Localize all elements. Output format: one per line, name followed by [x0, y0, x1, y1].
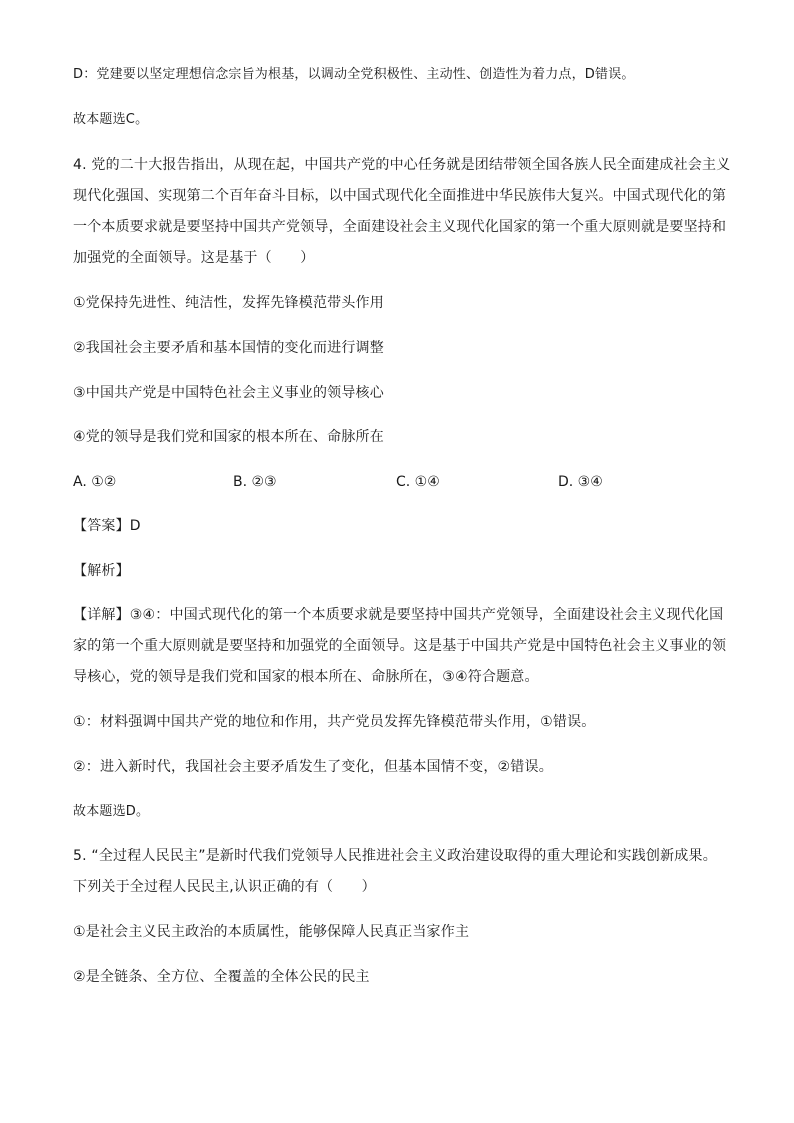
statement-2: ②是全链条、全方位、全覆盖的全体公民的民主	[73, 969, 370, 985]
statement-1: ①是社会主义民主政治的本质属性，能够保障人民真正当家作主	[73, 924, 470, 940]
explanation-line: 【详解】③④：中国式现代化的第一个本质要求就是要坚持中国共产党领导，全面建设社会主义现代化国	[73, 607, 724, 623]
option-a: A. ①②	[73, 474, 117, 490]
question-4-stem-line: 加强党的全面领导。这是基于（ ）	[73, 250, 315, 266]
option-d: D. ③④	[558, 474, 603, 490]
question-5-stem-line: 下列关于全过程人民民主,认识正确的有（ ）	[73, 879, 376, 895]
option-b: B. ②③	[233, 474, 277, 490]
question-4-stem-line: 一个本质要求就是要坚持中国共产党领导，全面建设社会主义现代化国家的第一个重大原则就是要坚持和	[73, 219, 727, 235]
explanation-line: ②：进入新时代，我国社会主要矛盾发生了变化，但基本国情不变，②错误。	[73, 759, 553, 775]
explanation-line: 家的第一个重大原则就是要坚持和加强党的全面领导。这是基于中国共产党是中国特色社会主义事业的领	[73, 638, 727, 654]
question-5-stem-line: 5. “全过程人民民主”是新时代我们党领导人民推进社会主义政治建设取得的重大理论和实践创新成果。	[73, 848, 717, 864]
answer-label: 【答案】D	[73, 518, 141, 534]
paragraph-line: 故本题选C。	[73, 112, 149, 127]
explanation-line: ①：材料强调中国共产党的地位和作用，共产党员发挥先锋模范带头作用，①错误。	[73, 714, 596, 730]
analysis-label: 【解析】	[73, 563, 130, 579]
explanation-line: 导核心，党的领导是我们党和国家的根本所在、命脉所在，③④符合题意。	[73, 669, 539, 685]
option-c: C. ①④	[396, 474, 440, 490]
statement-3: ③中国共产党是中国特色社会主义事业的领导核心	[73, 385, 384, 401]
paragraph-line: D：党建要以坚定理想信念宗旨为根基，以调动全党积极性、主动性、创造性为着力点，D错误。	[73, 67, 635, 82]
question-4-stem-line: 现代化强国、实现第二个百年奋斗目标，以中国式现代化全面推进中华民族伟大复兴。中国式现代化的第	[73, 188, 727, 204]
statement-2: ②我国社会主要矛盾和基本国情的变化而进行调整	[73, 340, 384, 356]
question-4-stem-line: 4. 党的二十大报告指出，从现在起，中国共产党的中心任务就是团结带领全国各族人民全面建成社会主义	[73, 157, 731, 173]
paragraph-line: 故本题选D。	[73, 804, 150, 819]
statement-4: ④党的领导是我们党和国家的根本所在、命脉所在	[73, 429, 384, 445]
statement-1: ①党保持先进性、纯洁性，发挥先锋模范带头作用	[73, 295, 384, 311]
